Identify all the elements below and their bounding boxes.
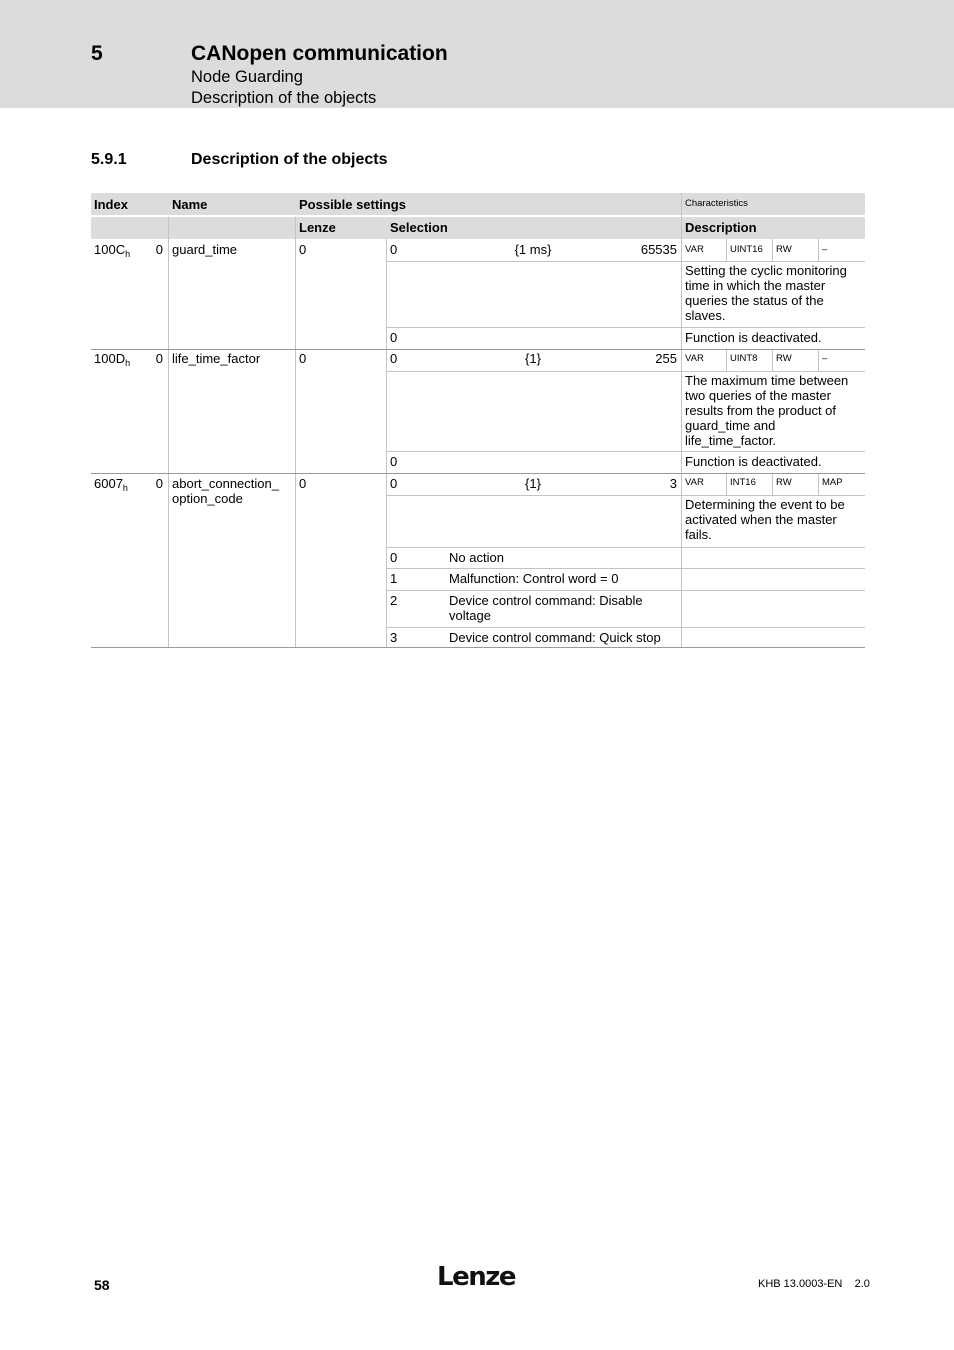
row2-description: The maximum time between two queries of the master results from the product of guard_time and life_time_factor. — [685, 373, 849, 448]
grid-hline — [386, 627, 865, 628]
grid-hline — [91, 349, 865, 350]
grid-hline — [386, 495, 865, 496]
row1-char-datatype: UINT16 — [730, 244, 763, 255]
row2-char-map: – — [822, 353, 828, 364]
grid-hline — [91, 473, 865, 474]
subtitle-node-guarding: Node Guarding — [191, 68, 303, 86]
row1-name: guard_time — [172, 242, 238, 257]
row3-lenze: 0 — [299, 476, 307, 491]
row1-sel-min: 0 — [390, 242, 398, 257]
row1-sel-unit: {1 ms} — [514, 242, 552, 257]
grid-hline — [386, 547, 865, 548]
grid-hline — [386, 261, 865, 262]
row3-option2-text: Device control command: Disable voltage — [449, 593, 643, 623]
row2-lenze: 0 — [299, 351, 307, 366]
row2-sel-unit: {1} — [525, 351, 541, 366]
row3-option0-value: 0 — [390, 550, 398, 565]
header-lenze: Lenze — [299, 220, 336, 235]
row1-option-value: 0 — [390, 330, 398, 345]
row3-option0-text: No action — [449, 550, 504, 565]
grid-hline — [386, 327, 865, 328]
row3-option3-value: 3 — [390, 630, 398, 645]
row1-lenze: 0 — [299, 242, 307, 257]
row1-char-access: RW — [776, 244, 792, 255]
header-characteristics: Characteristics — [685, 198, 748, 209]
row1-char-map: – — [822, 244, 828, 255]
subtitle-description: Description of the objects — [191, 89, 377, 107]
chapter-title: CANopen communication — [191, 42, 448, 65]
row1-index: $100C_h$ — [94, 242, 131, 259]
grid-vline — [772, 473, 773, 495]
header-index: Index — [94, 197, 128, 212]
row1-sel-max: 65535 — [640, 242, 677, 257]
row3-sel-min: 0 — [390, 476, 398, 491]
row1-description: Setting the cyclic monitoring time in which the master queries the status of the slaves. — [685, 263, 847, 323]
grid-vline — [726, 239, 727, 261]
page-number: 58 — [94, 1277, 110, 1293]
header-possible-settings: Possible settings — [299, 197, 406, 212]
row3-index: $6007_h$ — [94, 476, 128, 493]
grid-hline — [386, 568, 865, 569]
grid-vline — [818, 349, 819, 371]
lenze-logo: Lenze — [437, 1262, 515, 1292]
header-name: Name — [172, 197, 208, 212]
row2-name: life_time_factor — [172, 351, 261, 366]
row1-subindex: 0 — [155, 242, 163, 257]
row3-option1-text: Malfunction: Control word = 0 — [449, 571, 619, 586]
row2-char-datatype: UINT8 — [730, 353, 758, 364]
row3-description: Determining the event to be activated when the master fails. — [685, 497, 845, 542]
row3-sel-unit: {1} — [525, 476, 541, 491]
grid-vline — [772, 239, 773, 261]
row3-sel-max: 3 — [669, 476, 677, 491]
grid-vline — [772, 349, 773, 371]
section-title: Description of the objects — [191, 151, 388, 168]
grid-vline — [818, 473, 819, 495]
row2-char-access: RW — [776, 353, 792, 364]
grid-vline — [818, 239, 819, 261]
row2-option-value: 0 — [390, 454, 398, 469]
header-band — [0, 0, 954, 108]
row2-option-description: Function is deactivated. — [685, 454, 822, 469]
row3-char-datatype: INT16 — [730, 477, 756, 488]
row3-char-map: MAP — [822, 477, 843, 488]
row3-char-access: RW — [776, 477, 792, 488]
row3-name: abort_connection_ option_code — [172, 476, 279, 506]
row1-option-description: Function is deactivated. — [685, 330, 822, 345]
document-id: KHB 13.0003-EN 2.0 — [758, 1278, 870, 1290]
grid-vline — [386, 239, 387, 648]
header-selection: Selection — [390, 220, 448, 235]
grid-hline — [386, 590, 865, 591]
header-description: Description — [685, 220, 757, 235]
row3-option3-text: Device control command: Quick stop — [449, 630, 661, 645]
row2-sel-max: 255 — [655, 351, 677, 366]
row2-sel-min: 0 — [390, 351, 398, 366]
grid-vline — [726, 349, 727, 371]
row2-index: $100D_h$ — [94, 351, 131, 368]
section-number: 5.9.1 — [91, 151, 127, 168]
grid-hline — [91, 647, 865, 648]
row2-char-type: VAR — [685, 353, 704, 364]
grid-vline — [295, 217, 296, 648]
row1-char-type: VAR — [685, 244, 704, 255]
row3-subindex: 0 — [155, 476, 163, 491]
grid-vline — [168, 217, 169, 648]
grid-hline — [386, 451, 865, 452]
chapter-number: 5 — [91, 42, 103, 65]
grid-vline — [726, 473, 727, 495]
row3-option1-value: 1 — [390, 571, 398, 586]
row3-option2-value: 2 — [390, 593, 398, 608]
row3-char-type: VAR — [685, 477, 704, 488]
row2-subindex: 0 — [155, 351, 163, 366]
grid-hline — [386, 371, 865, 372]
